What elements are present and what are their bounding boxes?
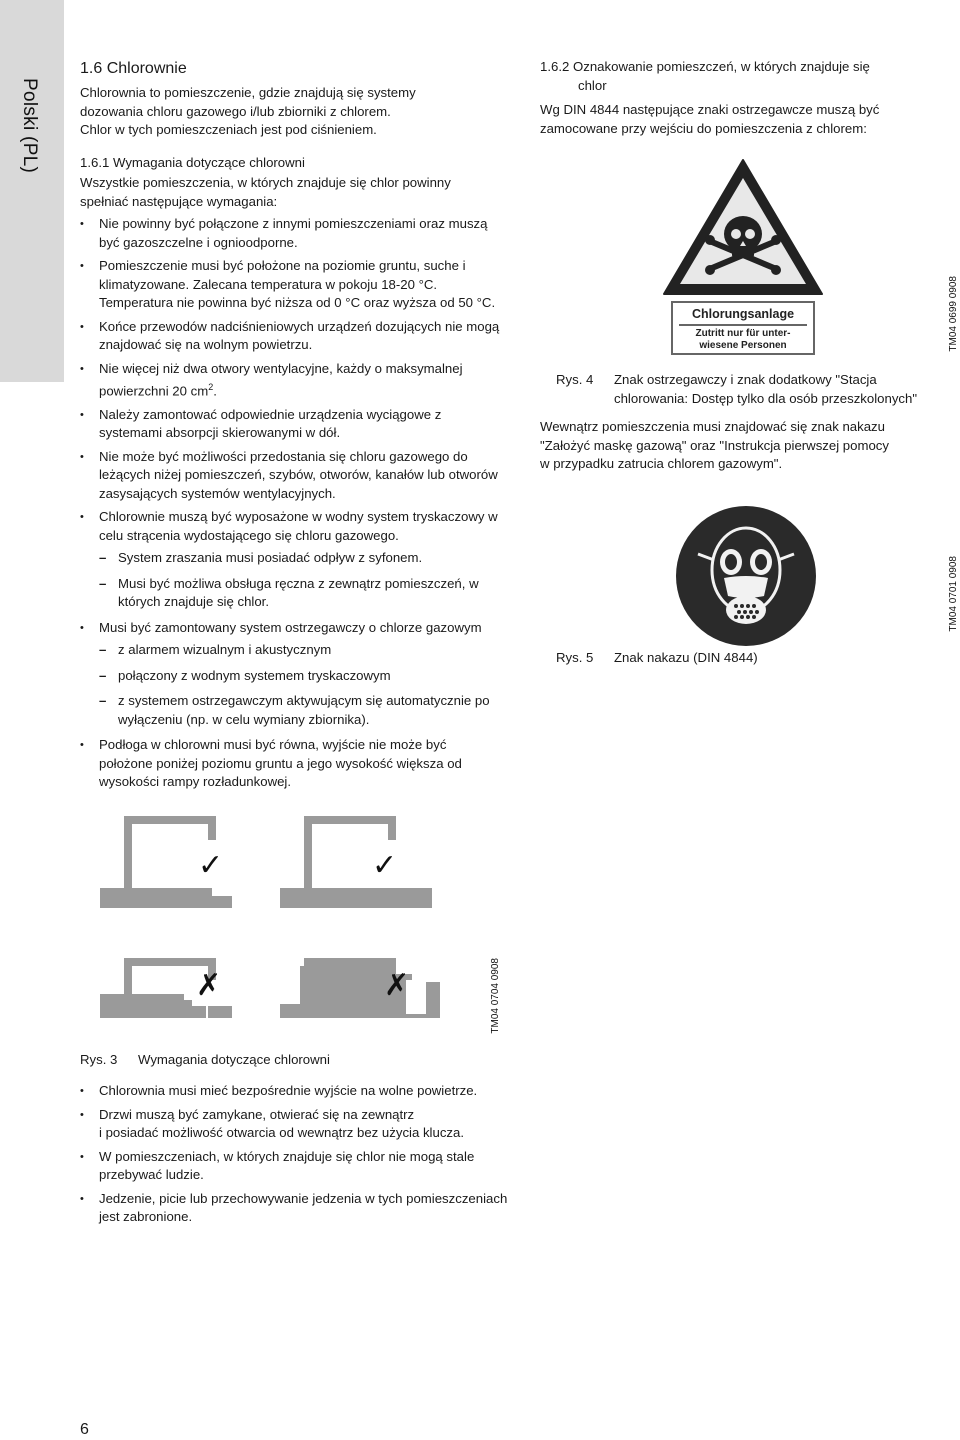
figure-code: TM04 0701 0908 <box>948 556 959 632</box>
language-side-tab <box>0 0 64 382</box>
sub-list <box>99 549 500 612</box>
list-item <box>80 508 500 612</box>
title-line: chlor <box>578 77 607 93</box>
list-item: • Podłoga w chlorowni musi być równa, wyjście nie może być położone poniżej poziomu gruntu a jego wysokość większa od wysokości rampy rozładunkowej. <box>80 736 500 792</box>
title-line: 1.6.2 Oznakowanie pomieszczeń, w których znajduje się <box>540 59 870 74</box>
sub-list-item: – połączony z wodnym systemem tryskaczowym <box>99 667 500 686</box>
language-tab-label: Polski (PL) <box>19 78 40 174</box>
cross-mark-icon: ✗ <box>384 968 410 1003</box>
section-1-6-intro <box>80 84 500 140</box>
section-1-6-2-title <box>540 58 940 95</box>
exit-requirements-list <box>80 1082 510 1227</box>
intro-line: Wszystkie pomieszczenia, w których znajduje się chlor powinny <box>80 175 451 190</box>
list-item <box>80 1106 510 1143</box>
room-requirements-diagram <box>96 812 476 1042</box>
figure-caption-text: Wymagania dotyczące chlorowni <box>138 1052 330 1067</box>
sign-panel-subtitle: wiesene Personen <box>699 340 787 351</box>
list-item: • Pomieszczenie musi być położone na poziomie gruntu, suche i klimatyzowane. Zalecana temperatura w pokoju 18-20 °C. Temperatura nie powinna być niższa od 0 °C oraz wyższa od 50 °C. <box>80 257 500 313</box>
list-item-line: i posiadać możliwość otwarcia od wewnątrz bez użycia klucza. <box>99 1125 465 1140</box>
left-column <box>80 58 500 797</box>
page-number: 6 <box>80 1421 89 1438</box>
gas-mask-icon <box>674 504 818 648</box>
list-item-text: Nie więcej niż dwa otwory wentylacyjne, każdy o maksymalnej powierzchni 20 cm <box>99 360 463 399</box>
list-item <box>80 619 500 730</box>
list-item: • Chlorownia musi mieć bezpośrednie wyjście na wolne powietrze. <box>80 1082 510 1101</box>
section-1-6-1-intro <box>80 174 500 211</box>
figure-caption-text: Znak ostrzegawczy i znak dodatkowy "Stacja <box>614 372 877 387</box>
exit-requirements <box>80 1082 510 1232</box>
cross-mark-icon: ✗ <box>196 968 222 1003</box>
list-item: • Końce przewodów nadciśnieniowych urządzeń dozujących nie mogą znajdować się na wolnym powietrzu. <box>80 318 500 355</box>
figure-number: Rys. 4 <box>556 372 594 387</box>
figure-number: Rys. 5 <box>556 650 594 665</box>
sub-list-item: – System zraszania musi posiadać odpływ z syfonem. <box>99 549 500 568</box>
list-item-text: Musi być zamontowany system ostrzegawczy o chlorze gazowym <box>99 619 482 635</box>
intro-line: Chlor w tych pomieszczeniach jest pod ciśnieniem. <box>80 122 377 137</box>
sub-list-item: – z alarmem wizualnym i akustycznym <box>99 641 500 660</box>
sub-list-item: – Musi być możliwa obsługa ręczna z zewnątrz pomieszczeń, w których znajduje się chlor. <box>99 575 500 612</box>
intro-line: Chlorownia to pomieszczenie, gdzie znajdują się systemy <box>80 85 416 100</box>
list-item <box>80 360 500 401</box>
requirements-list <box>80 215 500 792</box>
sub-list-item: – z systemem ostrzegawczym aktywującym się automatycznie po wyłączeniu (np. w celu wymiany zbiornika). <box>99 692 500 729</box>
sign-panel-title: Chlorungsanlage <box>679 307 807 326</box>
superscript: 2 <box>208 382 214 392</box>
figure-5-caption <box>556 648 758 667</box>
check-mark-icon: ✓ <box>372 848 398 883</box>
figure-code: TM04 0704 0908 <box>490 958 501 1034</box>
figure-number: Rys. 3 <box>80 1052 118 1067</box>
sign-panel-subtitle: Zutritt nur für unter- <box>695 328 791 339</box>
paragraph-line: Wewnątrz pomieszczenia musi znajdować się znak nakazu <box>540 419 885 434</box>
figure-3-caption <box>80 1050 330 1069</box>
figure-caption-text: chlorowania: Dostęp tylko dla osób przeszkolonych" <box>614 391 918 406</box>
room-sketch-ok-2 <box>280 816 432 908</box>
figure-code: TM04 0699 0908 <box>948 276 959 352</box>
mask-requirement-text <box>540 418 940 474</box>
intro-line: Wg DIN 4844 następujące znaki ostrzegawcze muszą być <box>540 102 880 117</box>
list-item: • Nie może być możliwości przedostania się chloru gazowego do leżących niżej pomieszczeń, szybów, otworów, kanałów lub otworów zasysających systemów wentylacyjnych. <box>80 448 500 504</box>
list-item: • Jedzenie, picie lub przechowywanie jedzenia w tych pomieszczeniach jest zabronione. <box>80 1190 510 1227</box>
check-mark-icon: ✓ <box>198 848 224 883</box>
section-1-6-1-title: 1.6.1 Wymagania dotyczące chlorowni <box>80 154 305 170</box>
section-1-6-title: 1.6 Chlorownie <box>80 60 187 77</box>
figure-caption-text: Znak nakazu (DIN 4844) <box>614 650 758 665</box>
paragraph-line: "Założyć maskę gazową" oraz "Instrukcja pierwszej pomocy <box>540 437 889 453</box>
toxic-warning-sign <box>660 156 826 298</box>
sub-list <box>99 641 500 729</box>
chlorine-station-sign-panel <box>671 301 815 355</box>
list-item: • Nie powinny być połączone z innymi pomieszczeniami oraz muszą być gazoszczelne i ognioodporne. <box>80 215 500 252</box>
right-column <box>540 58 940 138</box>
intro-line: spełniać następujące wymagania: <box>80 193 278 209</box>
room-sketch-not-ok-2 <box>280 958 440 1018</box>
skull-warning-triangle-icon <box>660 156 826 298</box>
intro-line: dozowania chloru gazowego i/lub zbiorniki z chlorem. <box>80 103 391 119</box>
list-item: • W pomieszczeniach, w których znajduje się chlor nie mogą stale przebywać ludzie. <box>80 1148 510 1185</box>
intro-line: zamocowane przy wejściu do pomieszczenia z chlorem: <box>540 120 867 136</box>
paragraph <box>540 418 940 474</box>
gas-mask-mandatory-sign <box>674 504 818 648</box>
section-1-6-2-intro <box>540 101 940 138</box>
paragraph-line: w przypadku zatrucia chlorem gazowym". <box>540 456 783 471</box>
list-item-line: Drzwi muszą być zamykane, otwierać się na zewnątrz <box>99 1106 415 1122</box>
list-item: • Należy zamontować odpowiednie urządzenia wyciągowe z systemami absorpcji skierowanymi w dół. <box>80 406 500 443</box>
list-item-text: Chlorownie muszą być wyposażone w wodny system tryskaczowy w celu strącenia wydostającego się chloru gazowego. <box>99 509 498 543</box>
room-sketches <box>96 812 476 1042</box>
list-item-text: . <box>213 383 217 399</box>
figure-4-caption <box>556 370 917 408</box>
